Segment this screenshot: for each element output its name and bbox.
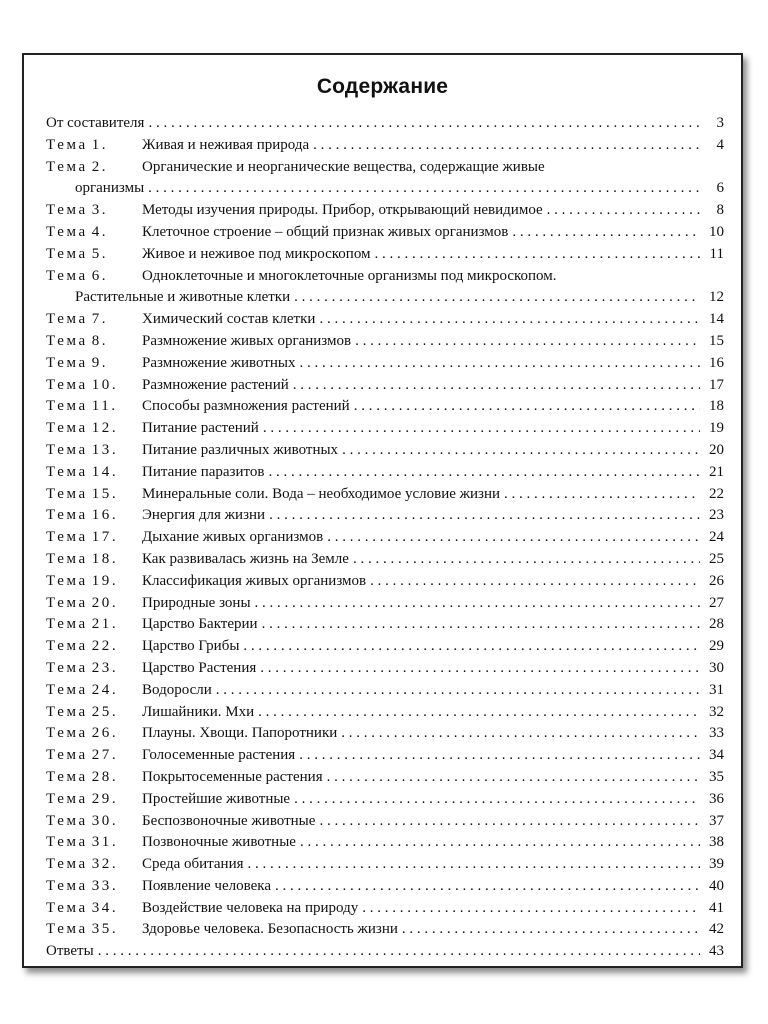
- page-number: 38: [709, 834, 724, 851]
- page-number: 17: [709, 376, 724, 393]
- entry-title: Царство Растения: [142, 659, 257, 676]
- leader-dots: [260, 660, 700, 677]
- page-number: 35: [709, 768, 724, 785]
- entry-title: Царство Грибы: [142, 638, 240, 655]
- topic-word: Тема: [46, 485, 88, 502]
- leader-dots: [370, 573, 700, 590]
- entry-title: Появление человека: [142, 877, 271, 894]
- leader-dots: [294, 289, 700, 306]
- topic-number: 5.: [91, 245, 109, 262]
- leader-dots: [504, 486, 700, 503]
- topic-label: [46, 355, 142, 372]
- topic-label: [46, 202, 142, 219]
- topic-word: Тема: [46, 899, 88, 916]
- topic-label: [46, 682, 142, 699]
- topic-word: Тема: [46, 529, 88, 546]
- toc-entry: [46, 682, 724, 704]
- toc-entry: [46, 595, 724, 617]
- toc-entry: [46, 486, 724, 508]
- topic-label: [46, 137, 142, 154]
- topic-word: Тема: [46, 703, 88, 720]
- toc-entry-continuation: [46, 180, 724, 202]
- leader-dots: [299, 355, 700, 372]
- topic-number: 27.: [91, 747, 119, 764]
- topic-number: 24.: [91, 681, 119, 698]
- leader-dots: [294, 791, 700, 808]
- leader-dots: [313, 137, 700, 154]
- page-number: 14: [709, 311, 724, 328]
- topic-word: Тема: [46, 376, 88, 393]
- topic-number: 19.: [91, 572, 119, 589]
- topic-word: Тема: [46, 420, 88, 437]
- entry-title: Плауны. Хвощи. Папоротники: [142, 725, 338, 742]
- toc-entry: [46, 943, 724, 965]
- entry-title: Классификация живых организмов: [142, 572, 367, 589]
- topic-label: [46, 791, 142, 808]
- topic-number: 15.: [91, 485, 119, 502]
- toc-entry: [46, 268, 724, 290]
- leader-dots: [262, 616, 700, 633]
- toc-entry: [46, 159, 724, 181]
- entry-title: Ответы: [46, 943, 94, 960]
- toc-entry: [46, 137, 724, 159]
- entry-title: Водоросли: [142, 681, 212, 698]
- leader-dots: [148, 180, 700, 197]
- leader-dots: [300, 834, 700, 851]
- page-number: 12: [709, 289, 724, 306]
- topic-number: 12.: [91, 420, 119, 437]
- topic-label: [46, 420, 142, 437]
- entry-title: Органические и неорганические вещества, содержащие живые: [142, 158, 545, 175]
- topic-word: Тема: [46, 463, 88, 480]
- topic-label: [46, 551, 142, 568]
- topic-word: Тема: [46, 594, 88, 611]
- topic-label: [46, 507, 142, 524]
- leader-dots: [255, 595, 700, 612]
- page-number: 19: [709, 420, 724, 437]
- leader-dots: [327, 769, 700, 786]
- topic-number: 20.: [91, 594, 119, 611]
- entry-title: Голосеменные растения: [142, 747, 296, 764]
- page-number: 39: [709, 856, 724, 873]
- topic-number: 9.: [91, 354, 109, 371]
- topic-label: [46, 159, 142, 176]
- topic-word: Тема: [46, 223, 88, 240]
- leader-dots: [341, 725, 700, 742]
- leader-dots: [362, 900, 700, 917]
- leader-dots: [248, 856, 700, 873]
- page-number: 15: [709, 332, 724, 349]
- toc-entry: [46, 420, 724, 442]
- leader-dots: [148, 115, 700, 132]
- toc-entry: [46, 202, 724, 224]
- page-number: 21: [709, 463, 724, 480]
- entry-title-continuation: организмы: [75, 180, 145, 197]
- topic-number: 35.: [91, 921, 119, 938]
- toc-entry: [46, 813, 724, 835]
- topic-number: 18.: [91, 550, 119, 567]
- topic-number: 16.: [91, 507, 119, 524]
- entry-title: Дыхание живых организмов: [142, 529, 324, 546]
- leader-dots: [319, 813, 700, 830]
- topic-word: Тема: [46, 332, 88, 349]
- toc-entry: [46, 507, 724, 529]
- topic-label: [46, 398, 142, 415]
- leader-dots: [243, 638, 700, 655]
- page-number: 24: [709, 529, 724, 546]
- document-page: [22, 53, 743, 968]
- topic-number: 22.: [91, 638, 119, 655]
- page-number: 23: [709, 507, 724, 524]
- topic-word: Тема: [46, 202, 88, 219]
- toc-entry: [46, 551, 724, 573]
- entry-title: Живая и неживая природа: [142, 136, 310, 153]
- toc-entry: [46, 638, 724, 660]
- table-of-contents: [46, 115, 724, 965]
- page-number: 6: [716, 180, 724, 197]
- toc-entry: [46, 311, 724, 333]
- entry-title: Лишайники. Мхи: [142, 703, 255, 720]
- topic-number: 33.: [91, 877, 119, 894]
- topic-label: [46, 769, 142, 786]
- topic-word: Тема: [46, 136, 88, 153]
- page-number: 26: [709, 572, 724, 589]
- topic-label: [46, 486, 142, 503]
- topic-word: Тема: [46, 790, 88, 807]
- toc-entry: [46, 769, 724, 791]
- topic-label: [46, 268, 142, 285]
- entry-title: Живое и неживое под микроскопом: [142, 245, 371, 262]
- topic-label: [46, 747, 142, 764]
- toc-entry: [46, 791, 724, 813]
- topic-word: Тема: [46, 768, 88, 785]
- page-number: 3: [716, 115, 724, 131]
- entry-title: От составителя: [46, 115, 145, 131]
- topic-word: Тема: [46, 158, 88, 175]
- page-number: 37: [709, 812, 724, 829]
- topic-word: Тема: [46, 921, 88, 938]
- topic-word: Тема: [46, 550, 88, 567]
- toc-entry: [46, 529, 724, 551]
- topic-label: [46, 333, 142, 350]
- toc-entry: [46, 616, 724, 638]
- topic-word: Тема: [46, 354, 88, 371]
- entry-title: Позвоночные животные: [142, 834, 296, 851]
- leader-dots: [216, 682, 700, 699]
- topic-number: 10.: [91, 376, 119, 393]
- topic-number: 11.: [91, 398, 118, 415]
- entry-title: Простейшие животные: [142, 790, 291, 807]
- topic-label: [46, 921, 142, 938]
- topic-word: Тема: [46, 245, 88, 262]
- leader-dots: [342, 442, 700, 459]
- topic-word: Тема: [46, 681, 88, 698]
- leader-dots: [258, 704, 700, 721]
- leader-dots: [327, 529, 700, 546]
- entry-title: Природные зоны: [142, 594, 251, 611]
- page-number: 20: [709, 441, 724, 458]
- page-number: 22: [709, 485, 724, 502]
- entry-title: Одноклеточные и многоклеточные организмы под микроскопом.: [142, 267, 557, 284]
- toc-entry: [46, 464, 724, 486]
- entry-title: Питание различных животных: [142, 441, 339, 458]
- page-number: 16: [709, 354, 724, 371]
- topic-label: [46, 660, 142, 677]
- page-title: Содержание: [316, 75, 449, 98]
- entry-title: Питание растений: [142, 420, 259, 437]
- page-number: 41: [709, 899, 724, 916]
- page-number: 27: [709, 594, 724, 611]
- topic-number: 31.: [91, 834, 119, 851]
- topic-label: [46, 464, 142, 481]
- entry-title: Клеточное строение – общий признак живых организмов: [142, 223, 509, 240]
- entry-title: Способы размножения растений: [142, 398, 350, 415]
- entry-title-continuation: Растительные и животные клетки: [75, 289, 291, 306]
- page-number: 10: [709, 223, 724, 240]
- page-number: 36: [709, 790, 724, 807]
- toc-entry: [46, 355, 724, 377]
- toc-entry: [46, 246, 724, 268]
- topic-number: 8.: [91, 332, 109, 349]
- leader-dots: [375, 246, 700, 263]
- topic-number: 30.: [91, 812, 119, 829]
- toc-entry: [46, 377, 724, 399]
- topic-word: Тема: [46, 616, 88, 633]
- entry-title: Покрытосеменные растения: [142, 768, 323, 785]
- topic-number: 2.: [91, 158, 109, 175]
- toc-entry: [46, 725, 724, 747]
- topic-number: 23.: [91, 659, 119, 676]
- toc-entry: [46, 573, 724, 595]
- page-number: 29: [709, 638, 724, 655]
- leader-dots: [355, 333, 700, 350]
- entry-title: Энергия для жизни: [142, 507, 266, 524]
- page-number: 31: [709, 681, 724, 698]
- topic-label: [46, 573, 142, 590]
- page-number: 25: [709, 550, 724, 567]
- toc-entry: [46, 660, 724, 682]
- page-number: 11: [709, 245, 724, 262]
- page-number: 18: [709, 398, 724, 415]
- topic-word: Тема: [46, 311, 88, 328]
- topic-word: Тема: [46, 747, 88, 764]
- topic-label: [46, 595, 142, 612]
- topic-word: Тема: [46, 725, 88, 742]
- topic-label: [46, 725, 142, 742]
- entry-title: Здоровье человека. Безопасность жизни: [142, 921, 398, 938]
- topic-word: Тема: [46, 398, 88, 415]
- toc-entry: [46, 398, 724, 420]
- topic-number: 26.: [91, 725, 119, 742]
- entry-title: Среда обитания: [142, 856, 244, 873]
- topic-label: [46, 813, 142, 830]
- entry-title: Химический состав клетки: [142, 311, 316, 328]
- topic-word: Тема: [46, 856, 88, 873]
- toc-entry: [46, 442, 724, 464]
- entry-title: Минеральные соли. Вода – необходимое условие жизни: [142, 485, 501, 502]
- toc-entry-continuation: [46, 289, 724, 311]
- page-number: 43: [709, 943, 724, 960]
- topic-number: 7.: [91, 311, 109, 328]
- topic-word: Тема: [46, 267, 88, 284]
- topic-number: 34.: [91, 899, 119, 916]
- leader-dots: [299, 747, 700, 764]
- topic-label: [46, 704, 142, 721]
- toc-entry: [46, 704, 724, 726]
- topic-label: [46, 856, 142, 873]
- topic-word: Тема: [46, 507, 88, 524]
- topic-label: [46, 638, 142, 655]
- topic-word: Тема: [46, 877, 88, 894]
- topic-label: [46, 878, 142, 895]
- entry-title: Воздействие человека на природу: [142, 899, 359, 916]
- toc-entry: [46, 747, 724, 769]
- topic-number: 14.: [91, 463, 119, 480]
- topic-word: Тема: [46, 638, 88, 655]
- leader-dots: [269, 507, 700, 524]
- topic-label: [46, 900, 142, 917]
- topic-word: Тема: [46, 834, 88, 851]
- page-number: 8: [716, 202, 724, 219]
- topic-word: Тема: [46, 659, 88, 676]
- topic-number: 3.: [91, 202, 109, 219]
- toc-entry: [46, 856, 724, 878]
- page-number: 30: [709, 659, 724, 676]
- leader-dots: [275, 878, 700, 895]
- toc-entry: [46, 115, 724, 137]
- topic-label: [46, 377, 142, 394]
- topic-word: Тема: [46, 812, 88, 829]
- leader-dots: [319, 311, 700, 328]
- leader-dots: [512, 224, 700, 241]
- topic-number: 28.: [91, 768, 119, 785]
- topic-word: Тема: [46, 441, 88, 458]
- topic-number: 25.: [91, 703, 119, 720]
- toc-entry: [46, 224, 724, 246]
- topic-label: [46, 311, 142, 328]
- topic-label: [46, 529, 142, 546]
- page-number: 34: [709, 747, 724, 764]
- entry-title: Как развивалась жизнь на Земле: [142, 550, 349, 567]
- entry-title: Беспозвоночные животные: [142, 812, 316, 829]
- toc-entry: [46, 921, 724, 943]
- entry-title: Питание паразитов: [142, 463, 265, 480]
- topic-number: 21.: [91, 616, 119, 633]
- topic-number: 17.: [91, 529, 119, 546]
- topic-number: 13.: [91, 441, 119, 458]
- topic-word: Тема: [46, 572, 88, 589]
- topic-label: [46, 616, 142, 633]
- entry-title: Размножение растений: [142, 376, 289, 393]
- topic-number: 4.: [91, 223, 109, 240]
- entry-title: Царство Бактерии: [142, 616, 258, 633]
- topic-label: [46, 224, 142, 241]
- leader-dots: [98, 943, 700, 960]
- leader-dots: [263, 420, 700, 437]
- leader-dots: [353, 551, 700, 568]
- entry-title: Размножение живых организмов: [142, 332, 352, 349]
- leader-dots: [547, 202, 700, 219]
- page-number: 4: [716, 136, 724, 153]
- topic-label: [46, 246, 142, 263]
- leader-dots: [268, 464, 700, 481]
- page-number: 33: [709, 725, 724, 742]
- leader-dots: [293, 377, 700, 394]
- toc-entry: [46, 878, 724, 900]
- leader-dots: [354, 398, 700, 415]
- topic-label: [46, 834, 142, 851]
- topic-number: 32.: [91, 856, 119, 873]
- page-number: 42: [709, 921, 724, 938]
- topic-label: [46, 442, 142, 459]
- toc-entry: [46, 834, 724, 856]
- topic-number: 6.: [91, 267, 109, 284]
- toc-entry: [46, 900, 724, 922]
- page-number: 32: [709, 703, 724, 720]
- entry-title: Методы изучения природы. Прибор, открывающий невидимое: [142, 202, 543, 219]
- page-number: 40: [709, 877, 724, 894]
- leader-dots: [402, 921, 700, 938]
- toc-entry: [46, 333, 724, 355]
- entry-title: Размножение животных: [142, 354, 296, 371]
- topic-number: 1.: [91, 136, 109, 153]
- page-number: 28: [709, 616, 724, 633]
- topic-number: 29.: [91, 790, 119, 807]
